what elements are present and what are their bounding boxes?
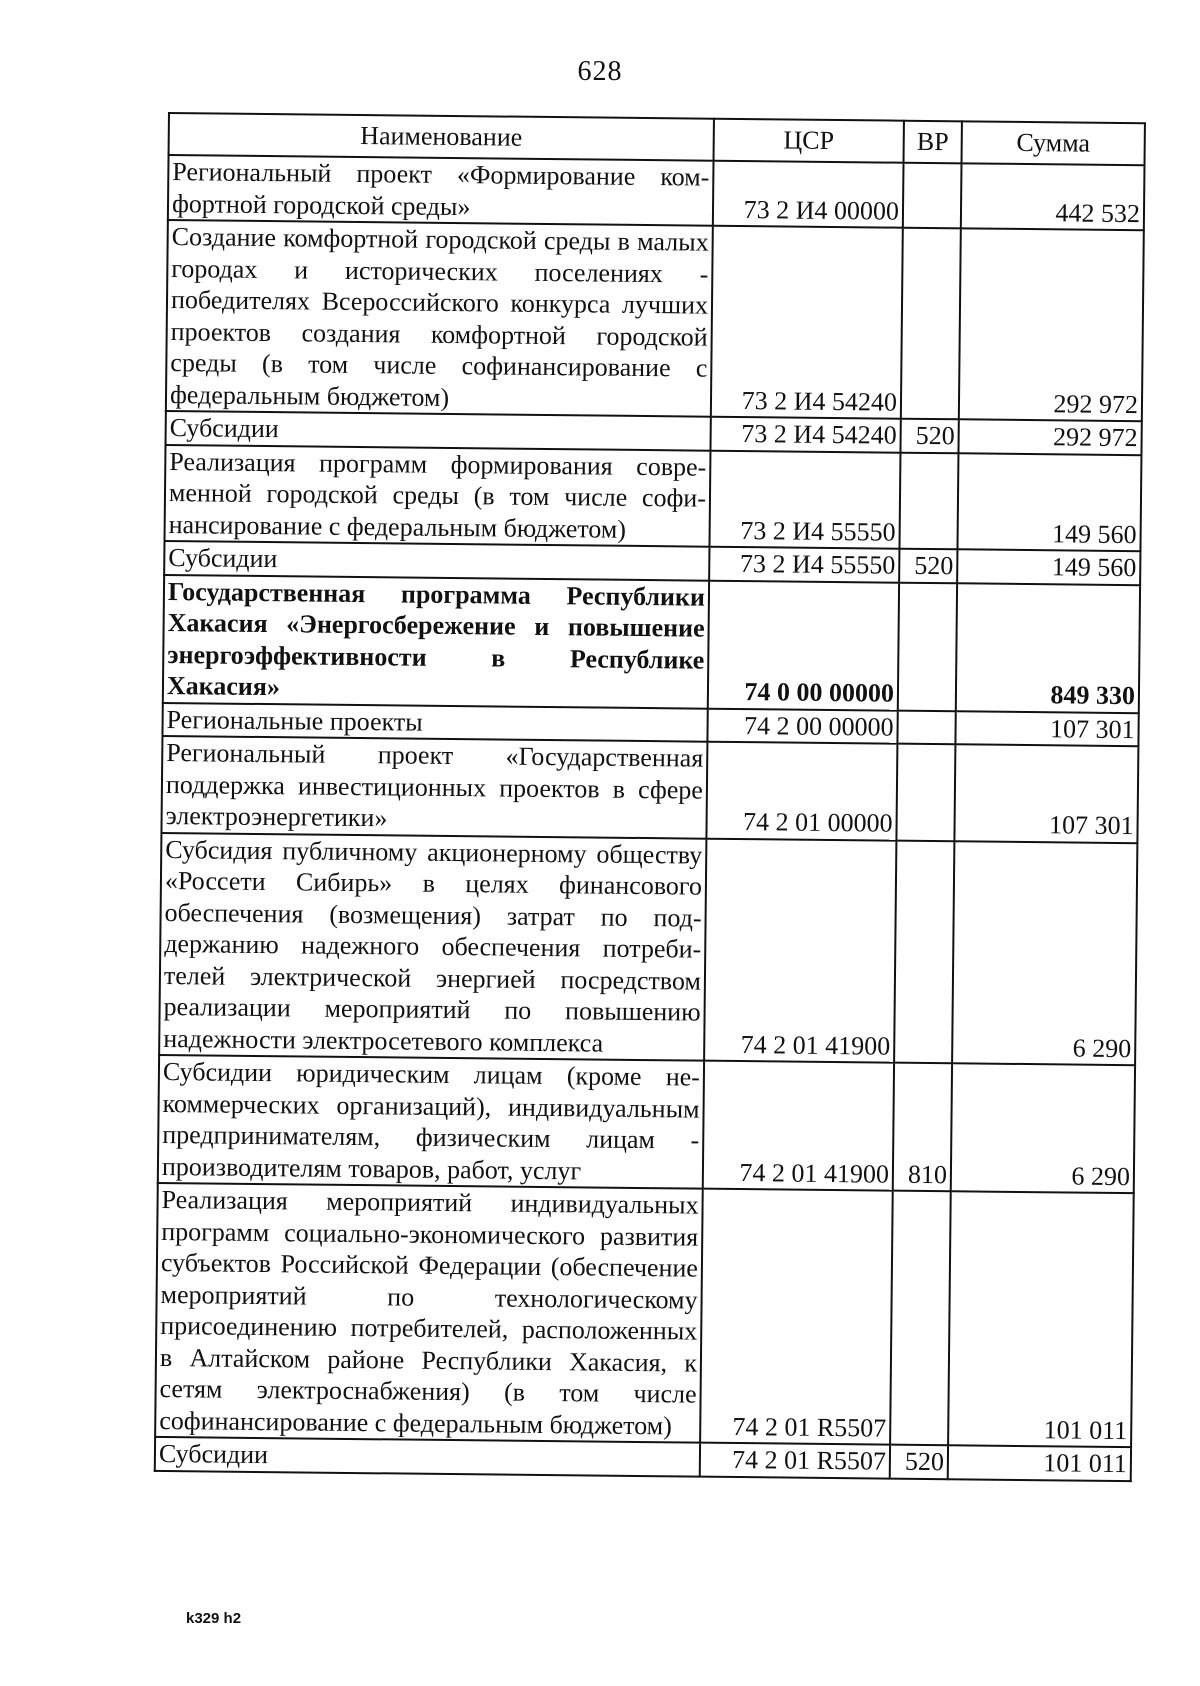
- row-vr: [896, 744, 955, 841]
- row-vr: 520: [900, 419, 958, 453]
- table-row: [158, 1055, 1135, 1193]
- row-sum: 101 011: [948, 1191, 1134, 1447]
- header-name: Наименование: [169, 113, 714, 161]
- row-vr: [899, 452, 958, 549]
- row-vr: [898, 582, 957, 711]
- row-csr: 73 2 И4 54240: [710, 417, 900, 452]
- row-sum: 6 290: [951, 1063, 1135, 1193]
- row-sum: 149 560: [957, 549, 1140, 584]
- table-row: [166, 220, 1144, 421]
- budget-table: [154, 112, 1146, 1482]
- row-name: Субсидия публичному акционерному обществу «Россети Сибирь» в целях финансового обеспечения (возмещения) затрат по поддержанию надежного обеспечения потребителей электрической энергией посредством реализации мероприятий по повышению надежности электросетевого комплекса: [159, 832, 706, 1060]
- header-csr: ЦСР: [714, 119, 904, 163]
- row-sum: 107 301: [954, 744, 1138, 842]
- row-vr: [903, 163, 962, 229]
- footer-document-code: k329 h2: [186, 1610, 242, 1627]
- header-sum: Сумма: [962, 121, 1145, 165]
- page-number: 628: [577, 56, 623, 87]
- table-row: [163, 574, 1140, 712]
- row-sum: 849 330: [956, 583, 1140, 713]
- table-row: [159, 832, 1137, 1065]
- row-vr: [894, 840, 954, 1063]
- row-name: Государственная программа Республики Хакасия «Энергосбережение и повышение энергоэффективности в Республике Хакасия»: [163, 574, 709, 708]
- row-csr: 74 2 01 R5507: [700, 1443, 890, 1478]
- row-csr: 74 2 01 R5507: [700, 1189, 893, 1445]
- row-name: Региональный проект «Государственная поддержка инвестиционных проектов в сфере электроэнергетики»: [161, 736, 707, 838]
- row-name: Реализация программ формирования современной городской среды (в том числе софинансирование с федеральным бюджетом): [165, 444, 711, 546]
- row-vr: [890, 1191, 951, 1446]
- row-sum: 107 301: [955, 711, 1138, 746]
- row-csr: 73 2 И4 55550: [709, 547, 899, 582]
- row-name: Региональный проект «Формирование комфортной городской среды»: [168, 155, 714, 226]
- row-name: Реализация мероприятий индивидуальных программ социально-экономического развития субъектов Российской Федерации (обеспечение мероприятий по технологическому присоединению потребителей, расположенных в Алтайском районе Республики Хакасия, к сетям электроснабжения) (в том числе софинансирование с федеральным бюджетом): [155, 1183, 703, 1443]
- row-csr: 73 2 И4 54240: [711, 226, 903, 419]
- row-vr: [897, 710, 955, 744]
- row-name: Создание комфортной городской среды в малых городах и исторических поселениях - победителях Всероссийского конкурса лучших проектов создания комфортной городской среды (в том числе софинансирование с федеральным бюджетом): [166, 220, 713, 417]
- row-sum: 292 972: [958, 419, 1141, 454]
- row-sum: 292 972: [959, 228, 1144, 421]
- table-row: [165, 444, 1142, 551]
- row-name: Субсидии юридическим лицам (кроме некоммерческих организаций), индивидуальным предпринимателям, физическим лицам - производителям товаров, работ, услуг: [158, 1055, 704, 1189]
- row-csr: 74 2 01 41900: [704, 838, 896, 1062]
- header-vr: ВР: [904, 121, 962, 164]
- row-sum: 149 560: [957, 453, 1141, 551]
- row-csr: 74 0 00 00000: [708, 580, 899, 710]
- row-vr: [901, 228, 961, 420]
- row-sum: 6 290: [952, 841, 1137, 1065]
- row-name: Региональные проекты: [162, 702, 707, 741]
- row-name: Субсидии: [155, 1437, 700, 1476]
- table-row: [155, 1183, 1134, 1447]
- row-vr: 520: [899, 549, 957, 583]
- row-name: Субсидии: [164, 541, 709, 580]
- table-row: [161, 736, 1138, 843]
- table-row: [168, 155, 1145, 230]
- row-csr: 73 2 И4 55550: [709, 450, 900, 548]
- row-csr: 74 2 00 00000: [707, 708, 897, 743]
- row-vr: 520: [890, 1445, 948, 1479]
- row-sum: 101 011: [948, 1445, 1131, 1480]
- row-name: Субсидии: [166, 411, 711, 450]
- row-csr: 74 2 01 41900: [703, 1061, 894, 1191]
- row-vr: 810: [893, 1063, 952, 1192]
- row-csr: 74 2 01 00000: [706, 742, 897, 840]
- row-csr: 73 2 И4 00000: [713, 161, 904, 228]
- row-sum: 442 532: [961, 163, 1145, 230]
